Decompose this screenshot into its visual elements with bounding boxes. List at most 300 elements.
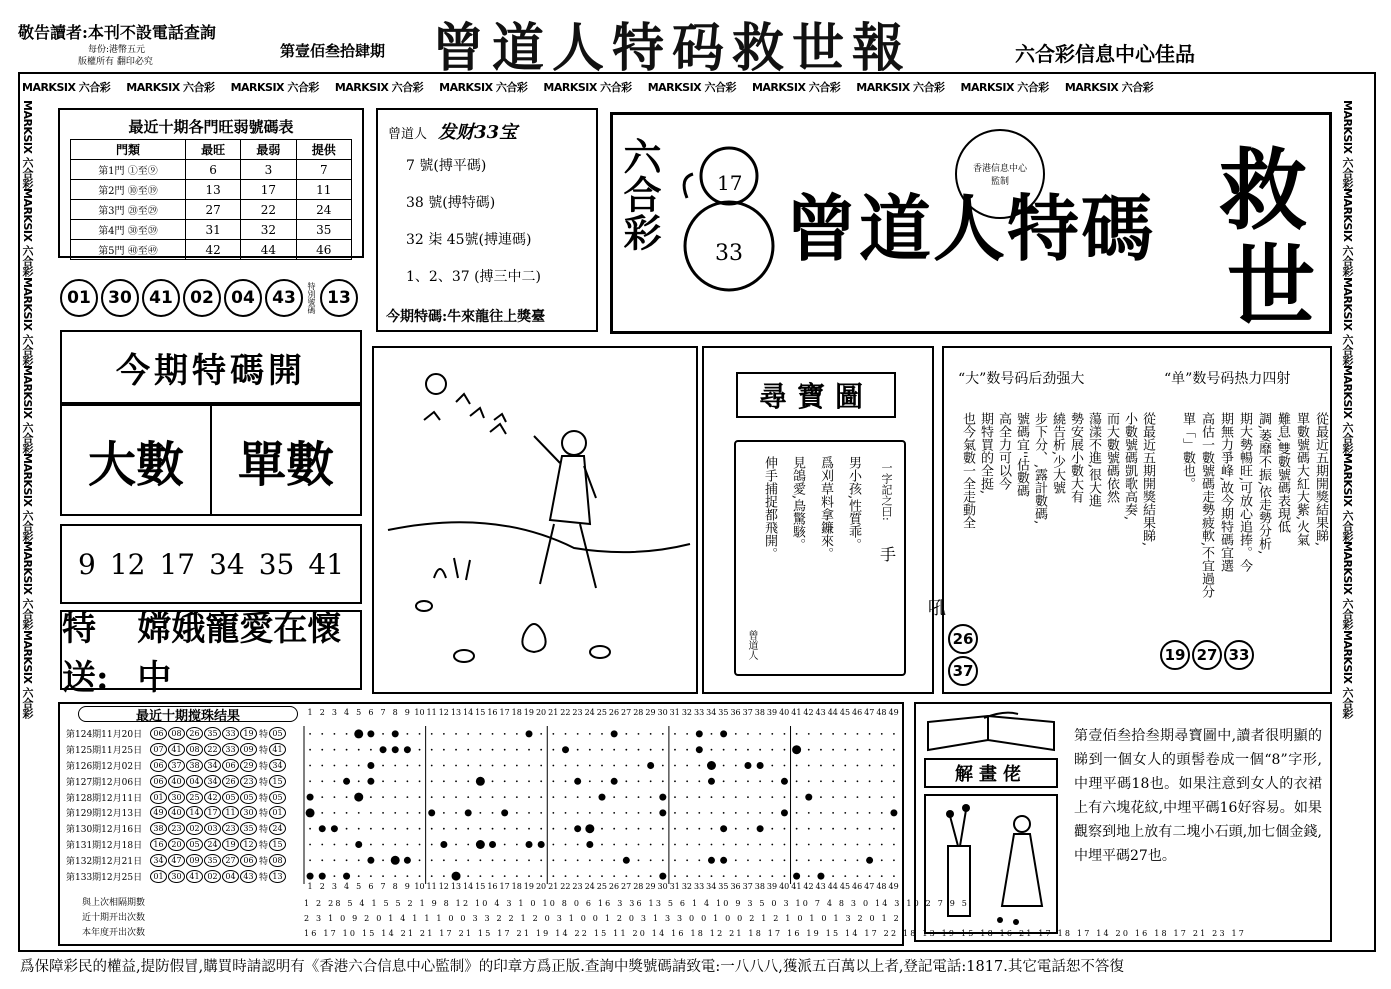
grid-dot [650,749,652,751]
grid-dot [784,733,786,735]
history-ball: 02 [204,870,221,883]
history-ball: 04 [222,870,239,883]
grid-dot [467,859,469,861]
grid-dot [771,780,773,782]
grid-dot [820,812,822,814]
strip-label: MARKSIX 六合彩 [1341,453,1354,542]
hot-table-cell: 第5門 ㊵至㊾ [71,240,186,260]
hot-table-cell: 22 [241,200,296,220]
grid-dot [431,796,433,798]
number-header-top [304,708,900,722]
grid-dot [516,828,518,830]
hit-mark [574,778,581,785]
grid-dot [516,733,518,735]
number-header-cell: 17 [499,708,510,717]
number-header-cell: 45 [839,708,851,717]
grid-dot [565,796,567,798]
grid-dot [528,749,530,751]
number-header-cell: 11 [426,882,437,891]
grid-dot [406,875,408,877]
banner-side-char: 六 [617,137,662,175]
gourd-number-top: 17 [717,171,743,195]
hot-table-cell: 17 [241,180,296,200]
grid-dot [504,780,506,782]
number-header-cell: 49 [888,708,899,717]
number-header-cell: 16 [487,882,498,891]
grid-dot [321,765,323,767]
history-ball: 05 [186,838,203,851]
grid-dot [869,796,871,798]
number-header-cell: 34 [706,882,717,891]
send-label: 特送: [62,609,109,698]
zeng-line: 7 號(搏平碼) [406,158,487,174]
grid-dot [552,749,554,751]
history-row [66,821,306,837]
grid-dot [577,875,579,877]
grid-dot [869,780,871,782]
grid-dot [698,875,700,877]
issue-number: 12 [109,547,146,581]
issue-number: 41 [308,547,345,581]
history-ball: 29 [240,759,257,772]
hit-mark [757,825,764,832]
grid-dot [771,844,773,846]
zeng-box [376,108,598,332]
history-row-label: 第133期12月25日 [66,872,143,883]
grid-dot [540,765,542,767]
history-mark: 特 [259,809,269,820]
analysis-left-col: 從最近五期開獎結果睇, [1140,412,1155,547]
analysis-right-col: 從最近五期開獎結果睇, [1313,412,1328,547]
grid-dot [796,765,798,767]
grid-dot [844,828,846,830]
grid-dot [869,749,871,751]
grid-dot [686,859,688,861]
table-row [71,180,352,200]
hit-mark [501,809,508,816]
grid-dot [589,749,591,751]
history-ball: 35 [204,727,221,740]
grid-dot [552,875,554,877]
grid-dot [893,765,895,767]
number-header-cell: 24 [584,708,595,717]
number-header-cell: 31 [669,882,680,891]
hot-table-cell: 第4門 ㉚至㊴ [71,220,186,240]
grid-dot [650,812,652,814]
history-ball: 34 [204,759,221,772]
grid-dot [698,828,700,830]
grid-dot [577,733,579,735]
grid-dot [893,796,895,798]
grid-dot [613,859,615,861]
grid-dot [711,875,713,877]
grid-dot [406,812,408,814]
grid-dot [759,812,761,814]
grid-dot [613,812,615,814]
grid-dot [528,859,530,861]
strip-label: MARKSIX 六合彩 [230,81,319,94]
grid-dot [820,733,822,735]
issue-numbers-box [60,524,362,604]
number-header-cell: 5 [356,708,362,717]
grid-dot [625,733,627,735]
grid-dot [601,859,603,861]
history-row-label: 第132期12月21日 [66,856,143,867]
hot-table-cell: 31 [185,220,240,240]
history-special: 15 [269,838,286,851]
number-header-cell: 45 [839,882,851,891]
number-header-cell: 12 [438,708,449,717]
strip-label: MARKSIX 六合彩 [439,81,528,94]
grid-dot [844,812,846,814]
grid-dot [881,812,883,814]
history-ball: 19 [222,838,239,851]
grid-dot [662,780,664,782]
history-special: 08 [269,854,286,867]
hit-mark [659,873,666,880]
grid-dot [613,828,615,830]
hit-mark [720,825,727,832]
strip-label: MARKSIX 六合彩 [21,541,34,630]
grid-dot [455,812,457,814]
grid-dot [516,859,518,861]
history-ball: 08 [168,727,185,740]
grid-dot [321,749,323,751]
grid-dot [638,749,640,751]
grid-dot [759,796,761,798]
odd-numbers-label: 單數 [237,436,334,493]
number-header-cell: 16 [487,708,498,717]
history-mark: 特 [259,840,269,851]
grid-dot [358,859,360,861]
draw-ball: 01 [60,279,98,317]
grid-dot [382,780,384,782]
grid-dot [857,828,859,830]
stat-label: 本年度开出次数 [82,928,146,938]
grid-dot [711,828,713,830]
grid-dot [881,796,883,798]
grid-dot [857,844,859,846]
grid-dot [832,733,834,735]
grid-dot [540,749,542,751]
grid-dot [540,812,542,814]
gourd [679,143,779,293]
grid-dot [394,828,396,830]
grid-dot [540,859,542,861]
grid-dot [723,765,725,767]
number-header-cell: 41 [791,708,802,717]
grid-dot [431,765,433,767]
grid-dot [747,812,749,814]
hit-mark [343,873,350,880]
analysis-head-left: “大”数号码后劲强大 [958,371,1085,387]
grid-dot [479,796,481,798]
grid-dot [492,859,494,861]
grid-dot [406,828,408,830]
special-hit-mark [452,872,461,881]
grid-dot [662,828,664,830]
hot-table-cell: 3 [241,160,296,180]
hit-mark [355,841,362,848]
analysis-right-col: 期無力爭峰,故今期特碼宜選 [1218,412,1233,573]
number-header-cell: 46 [852,882,863,891]
grid-dot [784,844,786,846]
grid-dot [723,749,725,751]
grid-dot [601,844,603,846]
hit-mark [319,873,326,880]
hit-mark [659,809,666,816]
hit-mark [781,778,788,785]
number-header-cell: 17 [499,882,510,891]
grid-dot [565,859,567,861]
number-header-cell: 7 [380,708,386,717]
grid-dot [321,859,323,861]
grid-dot [893,828,895,830]
grid-dot [638,828,640,830]
strip-label: MARKSIX 六合彩 [21,364,34,454]
hit-mark [526,730,533,737]
grid-dot [771,859,773,861]
grid-dot [467,765,469,767]
grid-dot [747,749,749,751]
history-ball: 47 [168,854,185,867]
hit-mark [367,778,374,785]
grid-dot [358,780,360,782]
history-row [66,805,306,821]
history-ball: 02 [186,822,203,835]
grid-dot [674,733,676,735]
grid-dot [431,780,433,782]
grid-dot [406,765,408,767]
number-header-cell: 22 [560,708,571,717]
hit-mark [538,841,545,848]
history-ball: 06 [222,759,239,772]
grid-dot [625,749,627,751]
history-row [66,868,306,884]
zeng-line: 32 㭍 45號(搏連碼) [406,232,532,248]
number-header-cell: 13 [450,708,462,717]
grid-dot [796,859,798,861]
grid-dot [492,875,494,877]
number-header-cell: 23 [572,882,583,891]
right-strip [1341,100,1366,945]
analysis-left-col: 小數號碼凱歌高奏, [1122,412,1137,521]
hit-mark [623,857,630,864]
grid-dot [796,780,798,782]
grid-dot [857,859,859,861]
grid-dot [516,780,518,782]
grid-dot [334,780,336,782]
grid-dot [857,733,859,735]
grid-dot [735,749,737,751]
grid-dot [893,780,895,782]
banner [610,112,1332,338]
header [0,0,1391,79]
footer: 爲保障彩民的權益,提防假冒,購買時請認明有《香港六合信息中心監制》的印章方爲正版.查詢中獎號碼請致電:一八八八,獲派五百萬以上者,登記電話:1817.其它電話恕不答復 [20,959,1124,975]
grid-dot [455,733,457,735]
grid-dot [321,796,323,798]
grid-dot [832,796,834,798]
grid-dot [650,844,652,846]
number-header-cell: 49 [888,882,899,891]
grid-dot [394,812,396,814]
grid-dot [747,875,749,877]
grid-dot [711,812,713,814]
hit-mark [307,873,314,880]
special-hit-mark [792,745,801,754]
rights-line: 版權所有 翻印必究 [78,57,153,67]
grid-dot [784,749,786,751]
grid-dot [674,859,676,861]
grid-dot [808,859,810,861]
hot-table-header: 最弱 [241,140,296,160]
grid-dot [735,765,737,767]
grid-dot [443,875,445,877]
grid-dot [881,859,883,861]
history-ball: 40 [168,806,185,819]
grid-dot [394,796,396,798]
price-line: 每份:港幣五元 [88,45,146,55]
grid-dot [382,796,384,798]
grid-dot [479,875,481,877]
grid-dot [565,812,567,814]
number-header-cell: 32 [681,708,693,717]
send-text: 嫦娥寵愛在懷中 [137,609,342,698]
grid-dot [334,844,336,846]
grid-dot [625,812,627,814]
hit-mark [343,778,350,785]
grid-dot [747,828,749,830]
grid-dot [808,812,810,814]
analysis-left-col: 號碼宜''估數碼 [1014,412,1029,498]
grid-dot [431,859,433,861]
strip-label: MARKSIX 六合彩 [960,81,1049,94]
analysis-left-col: 繞告析,少大號 [1050,412,1065,495]
grid-dot [674,875,676,877]
grid-dot [857,875,859,877]
grid-dot [893,749,895,751]
grid-dot [540,875,542,877]
grid-dot [674,780,676,782]
grid-dot [577,749,579,751]
grid-dot [479,733,481,735]
grid-dot [771,796,773,798]
history-ball: 16 [150,838,167,851]
number-header-cell: 35 [718,882,729,891]
grid-dot [431,749,433,751]
grid-dot [735,812,737,814]
number-header-cell: 46 [852,708,863,717]
grid-dot [406,796,408,798]
grid-dot [540,828,542,830]
number-header-cell: 21 [548,708,559,717]
history-ball: 20 [168,838,185,851]
hit-mark [757,762,764,769]
grid-dot [869,733,871,735]
grid-dot [808,749,810,751]
grid-dot [638,733,640,735]
strip-label: MARKSIX 六合彩 [21,629,34,718]
history-row [66,789,306,805]
hit-mark [428,809,435,816]
grid-dot [394,765,396,767]
grid-dot [334,859,336,861]
number-header-cell: 27 [621,708,632,717]
number-header-cell: 20 [535,708,547,717]
grid-dot [528,796,530,798]
grid-dot [516,796,518,798]
hit-mark [367,730,374,737]
hit-mark [367,857,374,864]
grid-dot [698,765,700,767]
history-special: 13 [269,870,286,883]
grid-dot [492,796,494,798]
history-mark: 特 [259,825,269,836]
grid-dot [382,859,384,861]
hot-table-cell: 7 [296,160,351,180]
grid-dot [370,828,372,830]
grid-dot [589,812,591,814]
strip-label: MARKSIX 六合彩 [1341,364,1354,454]
strip-label: MARKSIX 六合彩 [1341,629,1354,718]
grid-dot [589,733,591,735]
history-ball: 34 [150,854,167,867]
history-row [66,726,306,742]
history-ball: 27 [222,854,239,867]
grid-dot [674,796,676,798]
strip-label: MARKSIX 六合彩 [647,81,736,94]
grid-dot [869,812,871,814]
grid-dot [869,765,871,767]
grid-dot [662,844,664,846]
special-hit-mark [476,840,485,849]
grid-dot [528,780,530,782]
grid-dot [601,780,603,782]
grid-dot [321,733,323,735]
zeng-line: 38 號(搏特碼) [406,195,496,211]
strip-label: MARKSIX 六合彩 [21,100,34,189]
grid-dot [346,733,348,735]
hit-mark [489,841,496,848]
grid-dot [601,765,603,767]
number-header-cell: 40 [779,708,790,717]
hit-mark [793,873,800,880]
grid-dot [857,812,859,814]
grid-dot [723,875,725,877]
treasure-note-char: 手 [879,545,896,564]
history-row-label: 第131期12月18日 [66,840,143,851]
history-ball: 23 [168,822,185,835]
history-ball: 19 [240,727,257,740]
grid-dot [869,875,871,877]
grid-dot [784,875,786,877]
hit-mark [392,730,399,737]
number-header-cell: 13 [450,882,462,891]
strip-label: MARKSIX 六合彩 [22,81,111,94]
grid-dot [796,844,798,846]
analysis-mark: 吼 [928,598,946,619]
grid-dot [881,749,883,751]
grid-dot [759,733,761,735]
hot-table-cell: 35 [296,220,351,240]
grid-dot [723,844,725,846]
grid-dot [613,765,615,767]
grid-dot [589,859,591,861]
number-header-cell: 32 [681,882,693,891]
grid-dot [747,733,749,735]
grid-dot [662,765,664,767]
number-header-cell: 28 [633,708,644,717]
